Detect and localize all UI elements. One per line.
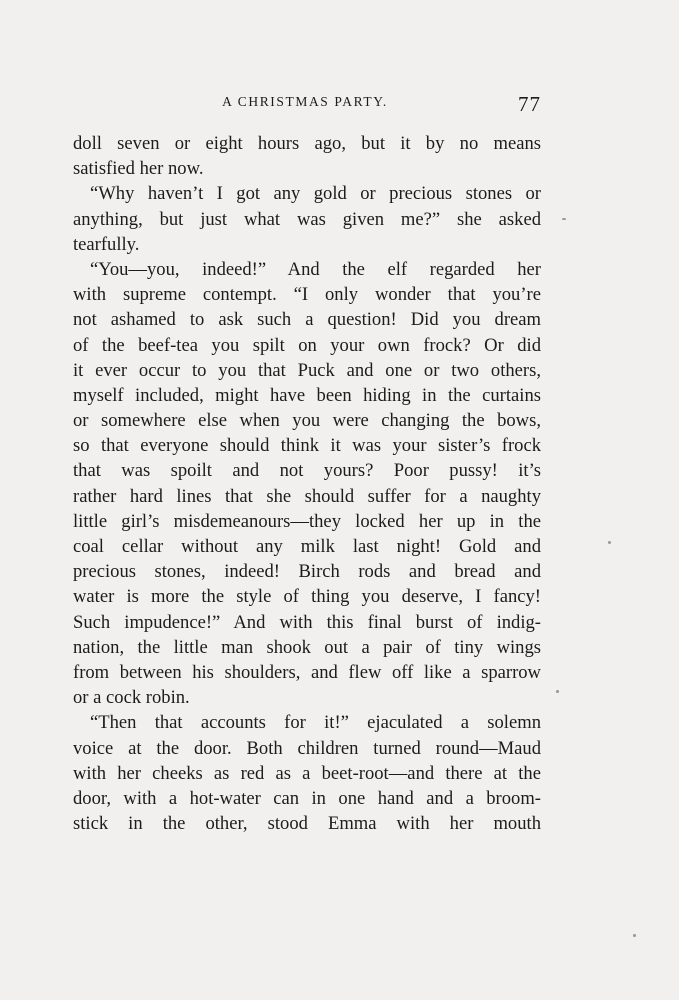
text-line: or somewhere else when you were changing the bows, <box>73 410 541 432</box>
text-line: of the beef-tea you spilt on your own frock? Or did <box>73 334 541 356</box>
text-line: satisfied her now. <box>73 158 204 180</box>
text-line: water is more the style of thing you deserve, I fancy! <box>73 586 541 608</box>
running-title: A CHRISTMAS PARTY. <box>222 94 388 109</box>
text-line: or a cock robin. <box>73 687 190 709</box>
text-line: coal cellar without any milk last night! Gold and <box>73 536 541 557</box>
body-text <box>73 131 541 836</box>
running-head <box>0 92 679 116</box>
text-line: “Why haven’t I got any gold or precious stones or <box>90 183 541 205</box>
paper-speck <box>608 541 611 544</box>
text-line: rather hard lines that she should suffer for a naughty <box>73 485 541 507</box>
text-line: stick in the other, stood Emma with her mouth <box>73 813 541 835</box>
text-line: voice at the door. Both children turned round—Maud <box>73 737 541 759</box>
text-line: precious stones, indeed! Birch rods and bread and <box>73 561 541 583</box>
page-number: 77 <box>518 92 541 116</box>
text-line: little girl’s misdemeanours—they locked her up in the <box>73 510 541 532</box>
text-line: nation, the little man shook out a pair of tiny wings <box>73 636 541 658</box>
text-line: Such impudence!” And with this final burst of indig- <box>73 611 541 633</box>
text-line: with supreme contempt. “I only wonder that you’re <box>73 284 541 306</box>
text-line: “You—you, indeed!” And the elf regarded her <box>90 258 541 280</box>
paper-speck <box>556 690 559 693</box>
text-line: myself included, might have been hiding in the curtains <box>73 384 541 406</box>
text-line: that was spoilt and not yours? Poor pussy! it’s <box>73 460 541 482</box>
text-line: tearfully. <box>73 233 140 255</box>
text-line: with her cheeks as red as a beet-root—and there at the <box>73 762 541 784</box>
paper-speck <box>633 934 636 937</box>
text-line: doll seven or eight hours ago, but it by no means <box>73 133 541 154</box>
text-line: from between his shoulders, and flew off like a sparrow <box>73 661 541 683</box>
text-line: it ever occur to you that Puck and one or two others, <box>73 359 541 381</box>
text-line: “Then that accounts for it!” ejaculated a solemn <box>90 712 541 734</box>
text-line: door, with a hot-water can in one hand and a broom- <box>73 787 541 809</box>
text-line: not ashamed to ask such a question! Did you dream <box>73 309 541 331</box>
text-line: anything, but just what was given me?” she asked <box>73 208 541 230</box>
text-line: so that everyone should think it was your sister’s frock <box>73 435 541 457</box>
paper-speck <box>562 218 566 220</box>
